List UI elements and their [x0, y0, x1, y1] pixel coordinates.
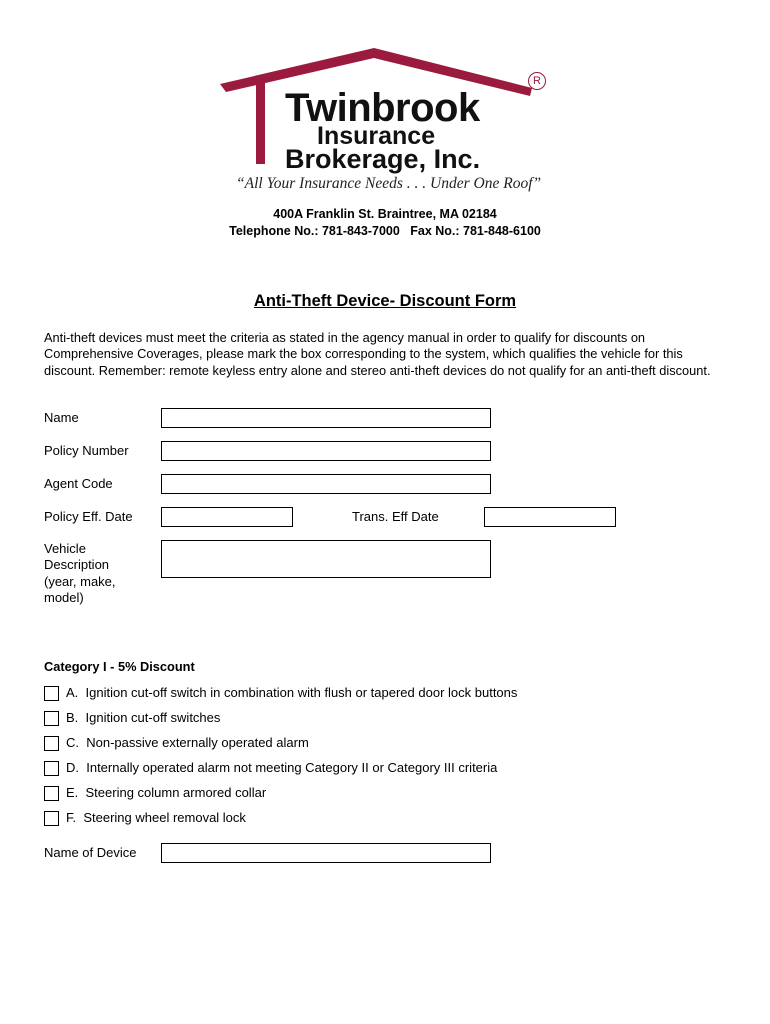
- vehicle-description-label: Vehicle Description (year, make, model): [44, 541, 116, 605]
- agent-code-input[interactable]: [161, 474, 491, 494]
- policy-eff-date-label: Policy Eff. Date: [44, 509, 133, 524]
- logo-tagline: “All Your Insurance Needs . . . Under One Roof”: [236, 175, 542, 192]
- logo-line-1: Twinbrook: [285, 86, 480, 130]
- company-contact: Telephone No.: 781-843-7000 Fax No.: 781-848-6100: [229, 224, 541, 238]
- company-logo: [212, 46, 552, 206]
- vehicle-description-input[interactable]: [161, 540, 491, 578]
- name-of-device-label: Name of Device: [44, 845, 137, 860]
- name-label: Name: [44, 410, 79, 425]
- logo-line-3: Brokerage, Inc.: [285, 144, 481, 174]
- policy-number-input[interactable]: [161, 441, 491, 461]
- option-f-checkbox[interactable]: [44, 811, 59, 826]
- option-d-checkbox[interactable]: [44, 761, 59, 776]
- option-a-checkbox[interactable]: [44, 686, 59, 701]
- option-b-checkbox[interactable]: [44, 711, 59, 726]
- option-e-checkbox[interactable]: [44, 786, 59, 801]
- agent-code-label: Agent Code: [44, 476, 113, 491]
- trans-eff-date-input[interactable]: [484, 507, 616, 527]
- logo-line-2: Insurance: [317, 122, 436, 150]
- name-input[interactable]: [161, 408, 491, 428]
- option-b-label: B. Ignition cut-off switches: [66, 710, 221, 725]
- option-f-label: F. Steering wheel removal lock: [66, 810, 246, 825]
- option-e-label: E. Steering column armored collar: [66, 785, 267, 800]
- name-of-device-input[interactable]: [161, 843, 491, 863]
- category-title: Category I - 5% Discount: [44, 659, 195, 674]
- option-d-label: D. Internally operated alarm not meeting Category II or Category III criteria: [66, 760, 498, 775]
- form-intro: Anti-theft devices must meet the criteria as stated in the agency manual in order to qualify for discounts on Comprehensive Coverages, please mark the box corresponding to the system, which qualifies the vehicle for this discount. Remember: remote keyless entry alone and stereo anti-theft devices do not qualify for an anti-theft discount.: [44, 330, 711, 378]
- registered-mark: R: [528, 72, 546, 90]
- option-a-label: A. Ignition cut-off switch in combination with flush or tapered door lock buttons: [66, 685, 518, 700]
- trans-eff-date-label: Trans. Eff Date: [352, 509, 439, 524]
- company-address: 400A Franklin St. Braintree, MA 02184: [273, 207, 497, 221]
- policy-number-label: Policy Number: [44, 443, 129, 458]
- option-c-checkbox[interactable]: [44, 736, 59, 751]
- form-title: Anti-Theft Device- Discount Form: [253, 292, 517, 310]
- option-c-label: C. Non-passive externally operated alarm: [66, 735, 309, 750]
- policy-eff-date-input[interactable]: [161, 507, 293, 527]
